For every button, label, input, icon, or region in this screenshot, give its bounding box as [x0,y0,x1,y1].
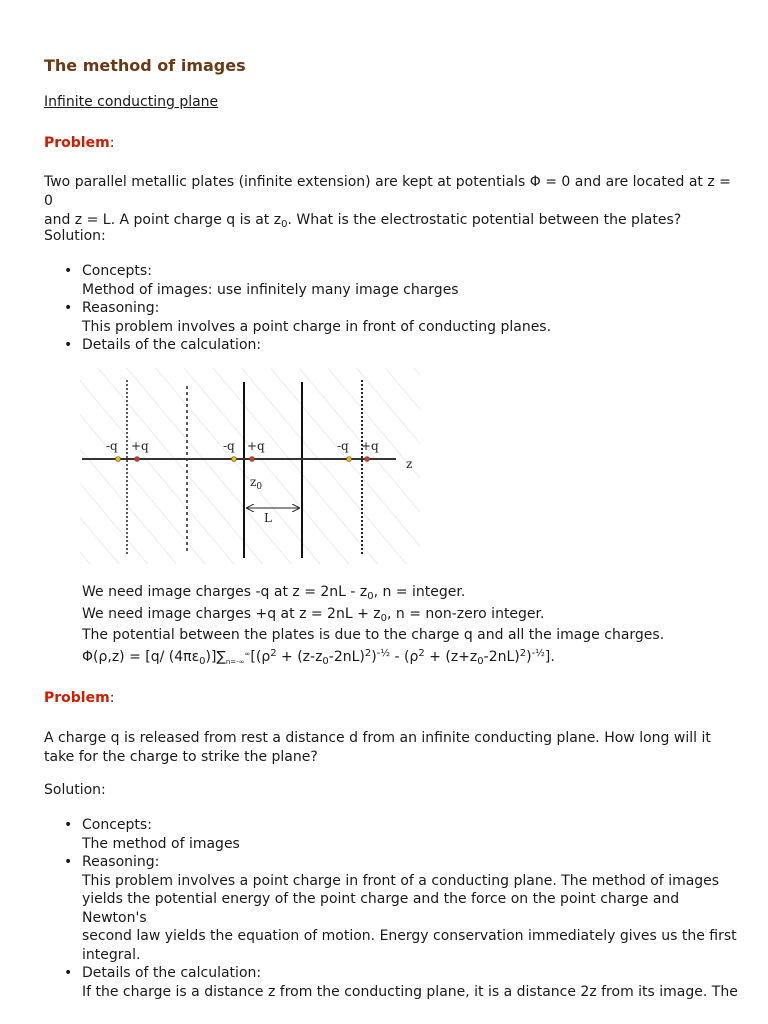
problem-2-statement: A charge q is released from rest a distance d from an infinite conducting plane. How long will it take for the charge to strike the plane? [44,730,711,765]
problem-1-steps [44,262,742,355]
L-label: L [264,511,272,525]
page-title: The method of images [44,56,246,75]
charge-pos-label: +q [247,439,265,453]
list-item: • Concepts: Method of images: use infinitely many image charges [64,263,459,298]
z-axis-label: z [406,457,413,471]
problem-label-2: Problem: [44,690,115,706]
charge-pos-label: +q [361,439,379,453]
list-item: • Reasoning: This problem involves a point charge in front of conducting planes. [64,300,552,335]
equation-line: We need image charges -q at $z = 2nL - z_0$, n = integer. [82,584,466,602]
charge-pos-dot [365,457,370,462]
section-subtitle: Infinite conducting plane [44,94,219,110]
list-item: • Concepts: The method of images [64,817,240,852]
charge-neg-label: -q [337,439,349,453]
charge-neg-dot [116,457,121,462]
hatched-background [80,368,420,564]
charge-neg-dot [232,457,237,462]
z0-label: $z_0$ [250,475,263,492]
charge-pos-dot [135,457,140,462]
charge-pos-dot [250,457,255,462]
charge-neg-label: -q [106,439,118,453]
charge-neg-dot [347,457,352,462]
potential-formula: Φ(ρ,z) = [q/ $(4\pi\varepsilon_0)]\sum_{n=-\infty}^\infty[(\rho^2 + (z-z_0-2nL)^2)^{-\frac{1}{2}} - (\rho^2 + (z+z_0-2nL)^2)^{-\frac{1}{2}}]$. [82,647,555,667]
charge-neg-label: -q [223,439,235,453]
solution-label-2: Solution: [44,782,106,798]
list-item: • Details of the calculation: If the charge is a distance z from the conducting plane, it is a distance 2z from its image. The [64,965,738,1000]
charge-pos-label: +q [131,439,149,453]
list-item: • Reasoning: This problem involves a point charge in front of a conducting plane. The method of images yields the potential energy of the point charge and the force on the point charge and Newton's second law yields the equation of motion. Energy conservation immediately gives us the first integral. [64,854,737,963]
problem-1-equations [82,582,664,668]
problem-2-steps [44,816,742,1001]
equation-line: We need image charges +q at $z = 2nL + z_0$, n = non-zero integer. [82,605,545,624]
solution-label-1: Solution: [44,228,106,244]
problem-label-1: Problem: [44,135,115,151]
image-charges-figure [40,368,420,564]
list-item: • Details of the calculation: [64,337,262,353]
equation-line: The potential between the plates is due to the charge q and all the image charges. [82,627,665,643]
problem-1-statement: Two parallel metallic plates (infinite extension) are kept at potentials Φ = 0 and are located at z = 0 and z = L. A point charge q is at $z_0$. What is the electrostatic potential between the plates? [44,174,731,230]
